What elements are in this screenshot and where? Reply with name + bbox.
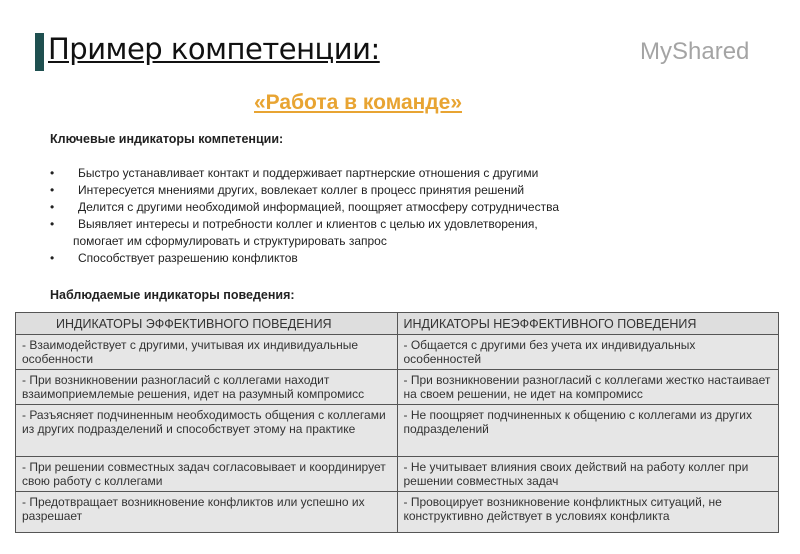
list-item — [50, 182, 559, 199]
cell-effective: - При возникновении разногласий с коллегами находит взаимоприемлемые решения, идет на разумный компромисс — [16, 370, 398, 405]
bullet-text: Быстро устанавливает контакт и поддерживает партнерские отношения с другими — [78, 166, 539, 180]
table-row — [16, 335, 779, 370]
observed-indicators-heading: Наблюдаемые индикаторы поведения: — [50, 288, 295, 302]
behavior-indicators-table — [15, 312, 779, 533]
header-effective: ИНДИКАТОРЫ ЭФФЕКТИВНОГО ПОВЕДЕНИЯ — [16, 313, 398, 335]
bullet-text: Интересуется мнениями других, вовлекает коллег в процесс принятия решений — [78, 183, 525, 197]
list-item — [50, 165, 559, 182]
cell-effective: - Разъясняет подчиненным необходимость общения с коллегами из других подразделений и способствует этому на практике — [16, 405, 398, 457]
cell-ineffective: - Общается с другими без учета их индивидуальных особенностей — [397, 335, 779, 370]
list-item — [50, 250, 559, 267]
title-accent-bar — [35, 33, 44, 71]
cell-ineffective: - Провоцирует возникновение конфликтных ситуаций, не конструктивно действует в условиях конфликта — [397, 492, 779, 533]
bullet-text: Способствует разрешению конфликтов — [78, 251, 298, 265]
bullet: • — [50, 200, 55, 214]
page-title: Пример компетенции: — [48, 32, 380, 66]
cell-effective: - При решении совместных задач согласовывает и координирует свою работу с коллегами — [16, 457, 398, 492]
table-header-row — [16, 313, 779, 335]
list-item — [50, 199, 559, 216]
key-indicators-heading: Ключевые индикаторы компетенции: — [50, 132, 284, 146]
competency-name: «Работа в команде» — [254, 91, 463, 114]
table-row — [16, 405, 779, 457]
cell-effective: - Взаимодействует с другими, учитывая их индивидуальные особенности — [16, 335, 398, 370]
table-row — [16, 457, 779, 492]
bullet: • — [50, 166, 55, 180]
cell-ineffective: - Не поощряет подчиненных к общению с коллегами из других подразделений — [397, 405, 779, 457]
table-row — [16, 492, 779, 533]
list-item-continuation: помогает им сформулировать и структурировать запрос — [73, 234, 387, 248]
bullet: • — [50, 183, 55, 197]
bullet: • — [50, 251, 55, 265]
list-item — [50, 216, 559, 233]
table-row — [16, 370, 779, 405]
cell-ineffective: - При возникновении разногласий с коллегами жестко настаивает на своем решении, не идет на компромисс — [397, 370, 779, 405]
bullet-text: Делится с другими необходимой информацией, поощряет атмосферу сотрудничества — [78, 200, 559, 214]
cell-effective: - Предотвращает возникновение конфликтов или успешно их разрешает — [16, 492, 398, 533]
key-indicators-list — [50, 165, 559, 267]
bullet-text: Выявляет интересы и потребности коллег и клиентов с целью их удовлетворения, — [78, 217, 538, 231]
header-ineffective: ИНДИКАТОРЫ НЕЭФФЕКТИВНОГО ПОВЕДЕНИЯ — [397, 313, 779, 335]
watermark: MyShared — [640, 38, 750, 65]
cell-ineffective: - Не учитывает влияния своих действий на работу коллег при решении совместных задач — [397, 457, 779, 492]
bullet: • — [50, 217, 55, 231]
